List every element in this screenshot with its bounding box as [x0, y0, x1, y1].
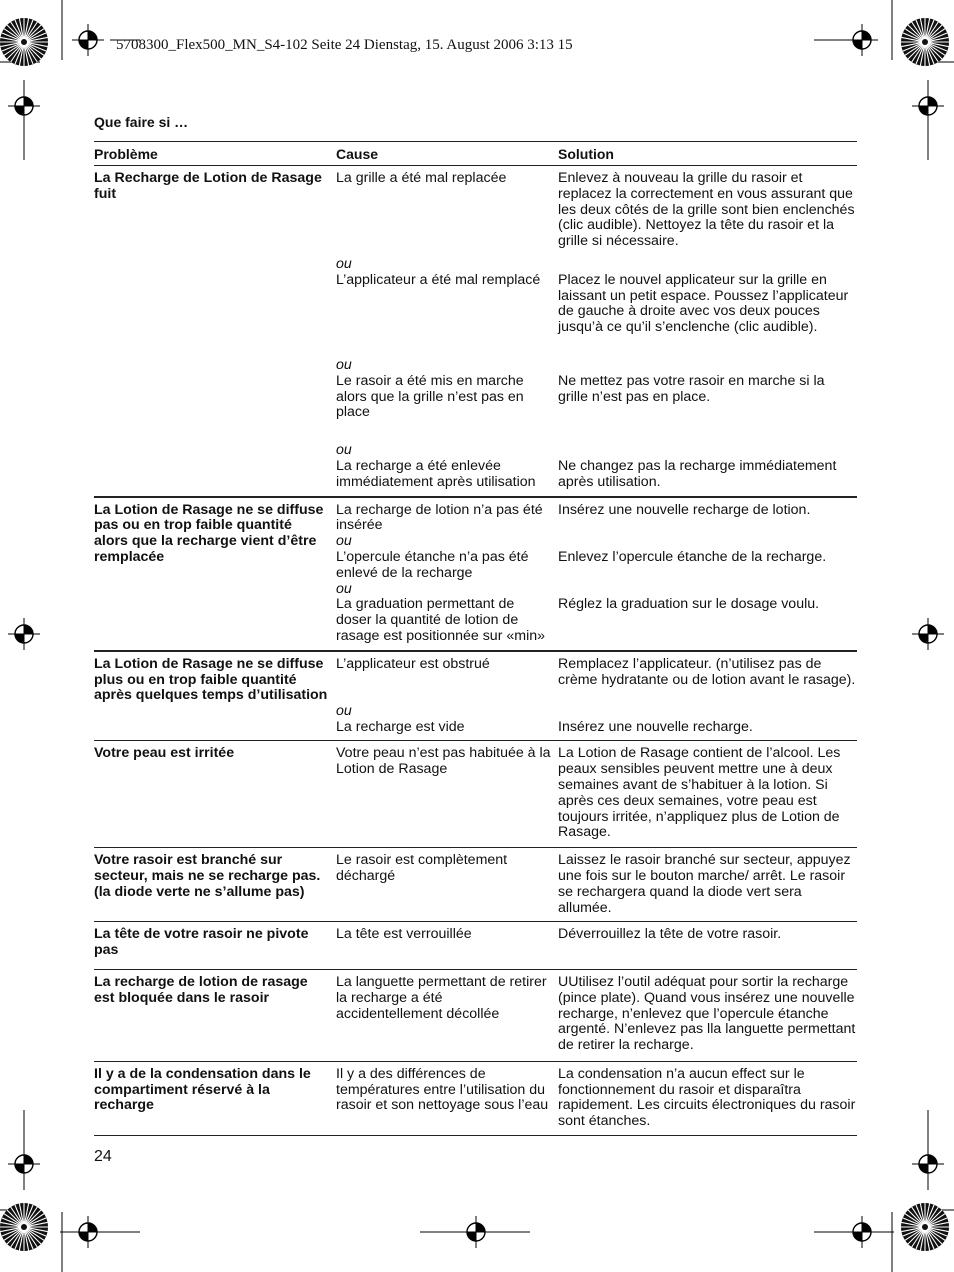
solution-text: La condensation n’a aucun effect sur le fonctionnement du rasoir et disparaîtra rapidement. Les circuits électroniques du rasoir sont étanches.: [558, 1065, 856, 1130]
ou-label: ou: [336, 580, 352, 597]
solution-cell: [558, 443, 857, 490]
troubleshooting-table: [94, 141, 857, 1136]
cause-solution-group: [336, 657, 857, 736]
table-row: [94, 970, 857, 1062]
cause-solution-group: [336, 853, 857, 916]
cause-text: Votre peau n’est pas habituée à la Lotion de Rasage: [336, 745, 551, 778]
cause-solution-entry: [336, 503, 857, 535]
cause-cell: [336, 534, 558, 581]
problem-cell: La Lotion de Rasage ne se diffuse pas ou en trop faible quantité alors que la recharge vient d’être remplacée: [94, 501, 324, 565]
cause-solution-entry: [336, 853, 857, 916]
table-row: [94, 848, 857, 922]
ou-label: ou: [336, 256, 352, 272]
cause-solution-group: [336, 746, 857, 841]
cause-solution-group: [336, 975, 857, 1054]
problem-cell: Votre peau est irritée: [94, 745, 235, 762]
solution-text: Enlevez à nouveau la grille du rasoir et replacez la correctement en vous assurant que les deux côtés de la grille sont bien enclenchés (clic audible). Nettoyez la tête du rasoir et la grille si nécessaire.: [558, 170, 855, 250]
solution-text: Insérez une nouvelle recharge de lotion.: [558, 501, 811, 518]
table-row: [94, 498, 857, 652]
solution-text: La Lotion de Rasage contient de l’alcool. Les peaux sensibles peuvent mettre une à deux semaines avant de s’habituer à la lotion. Si après ces deux semaines, votre peau est toujours irritée, n’appliquez plus de Lotion de Rasage.: [558, 745, 841, 841]
cause-cell: [336, 853, 558, 916]
ou-label: ou: [336, 533, 352, 550]
cause-cell: [336, 171, 558, 250]
cause-solution-group: [336, 1067, 857, 1130]
problem-cell: La Lotion de Rasage ne se diffuse plus ou en trop faible quantité après quelques temps d’utilisation: [94, 655, 328, 704]
page-number: 24: [94, 1148, 112, 1165]
solution-cell: [558, 358, 857, 421]
cause-solution-entry: [336, 257, 857, 351]
solution-cell: [558, 257, 857, 351]
cause-text: L’applicateur a été mal remplacé: [336, 271, 541, 288]
cause-text: La recharge a été enlevée immédiatement après utilisation: [336, 457, 536, 490]
solution-text: Ne changez pas la recharge immédiatement après utilisation.: [558, 457, 837, 490]
table-row: [94, 166, 857, 498]
solution-text: Insérez une nouvelle recharge.: [558, 718, 753, 735]
print-header: 5708300_Flex500_MN_S4-102 Seite 24 Dienstag, 15. August 2006 3:13 15: [116, 37, 573, 53]
solution-text: Remplacez l’applicateur. (n’utilisez pas de crème hydratante ou de lotion avant le rasage).: [558, 655, 856, 688]
cause-text: Il y a des différences de températures entre l’utilisation du rasoir et son nettoyage sous l’eau: [336, 1065, 549, 1114]
cause-solution-group: [336, 503, 857, 645]
problem-cell: La recharge de lotion de rasage est bloquée dans le rasoir: [94, 973, 308, 1006]
problem-cell: Il y a de la condensation dans le compartiment réservé à la recharge: [94, 1065, 311, 1114]
cause-text: L’applicateur est obstrué: [336, 655, 490, 672]
column-header-solution: Solution: [558, 145, 614, 162]
cause-text: L’opercule étanche n’a pas été enlevé de la recharge: [336, 548, 529, 581]
table-row: [94, 741, 857, 848]
section-title: Que faire si …: [94, 114, 189, 130]
cause-solution-entry: [336, 1067, 857, 1130]
cause-solution-entry: [336, 746, 857, 841]
cause-cell: [336, 358, 558, 421]
problem-cell: Votre rasoir est branché sur secteur, mais ne se recharge pas. (la diode verte ne s’allume pas): [94, 852, 321, 900]
cause-solution-entry: [336, 358, 857, 421]
cause-solution-entry: [336, 927, 857, 943]
table-body: [94, 166, 857, 1136]
cause-text: La tête est verrouillée: [336, 926, 472, 943]
ou-label: ou: [336, 357, 352, 373]
cause-cell: [336, 1067, 558, 1130]
solution-cell: [558, 746, 857, 841]
problem-cell: La tête de votre rasoir ne pivote pas: [94, 926, 309, 959]
cause-text: La recharge est vide: [336, 718, 465, 735]
solution-cell: [558, 704, 857, 736]
table-row: [94, 1062, 857, 1136]
solution-text: Enlevez l’opercule étanche de la recharge.: [558, 548, 827, 565]
solution-cell: [558, 503, 857, 535]
solution-cell: [558, 657, 857, 704]
cause-text: La languette permettant de retirer la recharge a été accidentellement décollée: [336, 973, 547, 1022]
cause-cell: [336, 503, 558, 535]
column-header-cause: Cause: [336, 145, 379, 162]
cause-text: Le rasoir est complètement déchargé: [336, 852, 508, 884]
cause-solution-entry: [336, 975, 857, 1054]
cause-text: La recharge de lotion n’a pas été insérée: [336, 501, 543, 534]
cause-solution-entry: [336, 171, 857, 250]
solution-cell: [558, 853, 857, 916]
cause-solution-entry: [336, 657, 857, 704]
solution-cell: [558, 534, 857, 581]
cause-cell: [336, 443, 558, 490]
table-row: [94, 652, 857, 742]
solution-cell: [558, 927, 857, 943]
cause-cell: [336, 975, 558, 1054]
solution-text: Laissez le rasoir branché sur secteur, appuyez une fois sur le bouton marche/ arrêt. Le rasoir se rechargera quand la diode vert sera allumée.: [558, 852, 851, 916]
cause-cell: [336, 746, 558, 841]
solution-text: Placez le nouvel applicateur sur la grille en laissant un petit espace. Poussez l’applicateur de gauche à droite avec vos deux pouces jusqu’à ce qu’il s’enclenche (clic audible).: [558, 271, 849, 336]
table-header: [94, 141, 857, 166]
solution-cell: [558, 1067, 857, 1130]
solution-text: Réglez la graduation sur le dosage voulu.: [558, 596, 820, 613]
solution-cell: [558, 171, 857, 250]
cause-solution-entry: [336, 534, 857, 581]
solution-cell: [558, 975, 857, 1054]
cause-cell: [336, 257, 558, 351]
column-header-problem: Problème: [94, 145, 158, 162]
cause-cell: [336, 704, 558, 736]
cause-cell: [336, 582, 558, 645]
cause-cell: [336, 927, 558, 943]
cause-cell: [336, 657, 558, 704]
solution-text: Déverrouillez la tête de votre rasoir.: [558, 926, 782, 943]
solution-cell: [558, 582, 857, 645]
cause-solution-entry: [336, 704, 857, 736]
cause-text: Le rasoir a été mis en marche alors que la grille n’est pas en place: [336, 372, 524, 421]
table-row: [94, 922, 857, 970]
cause-solution-entry: [336, 443, 857, 490]
solution-text: Ne mettez pas votre rasoir en marche si la grille n’est pas en place.: [558, 372, 825, 405]
cause-solution-group: [336, 927, 857, 959]
cause-text: La grille a été mal replacée: [336, 170, 507, 186]
solution-text: UUtilisez l’outil adéquat pour sortir la recharge (pince plate). Quand vous insérez une nouvelle recharge, n’enlevez que l’opercule étanche argenté. N’enlevez pas lla languette permettant de retirer la recharge.: [558, 973, 856, 1054]
ou-label: ou: [336, 442, 352, 459]
problem-cell: La Recharge de Lotion de Rasage fuit: [94, 170, 322, 202]
cause-solution-entry: [336, 582, 857, 645]
cause-solution-group: [336, 171, 857, 491]
ou-label: ou: [336, 702, 352, 719]
cause-text: La graduation permettant de doser la quantité de lotion de rasage est positionnée sur «min»: [336, 596, 545, 644]
